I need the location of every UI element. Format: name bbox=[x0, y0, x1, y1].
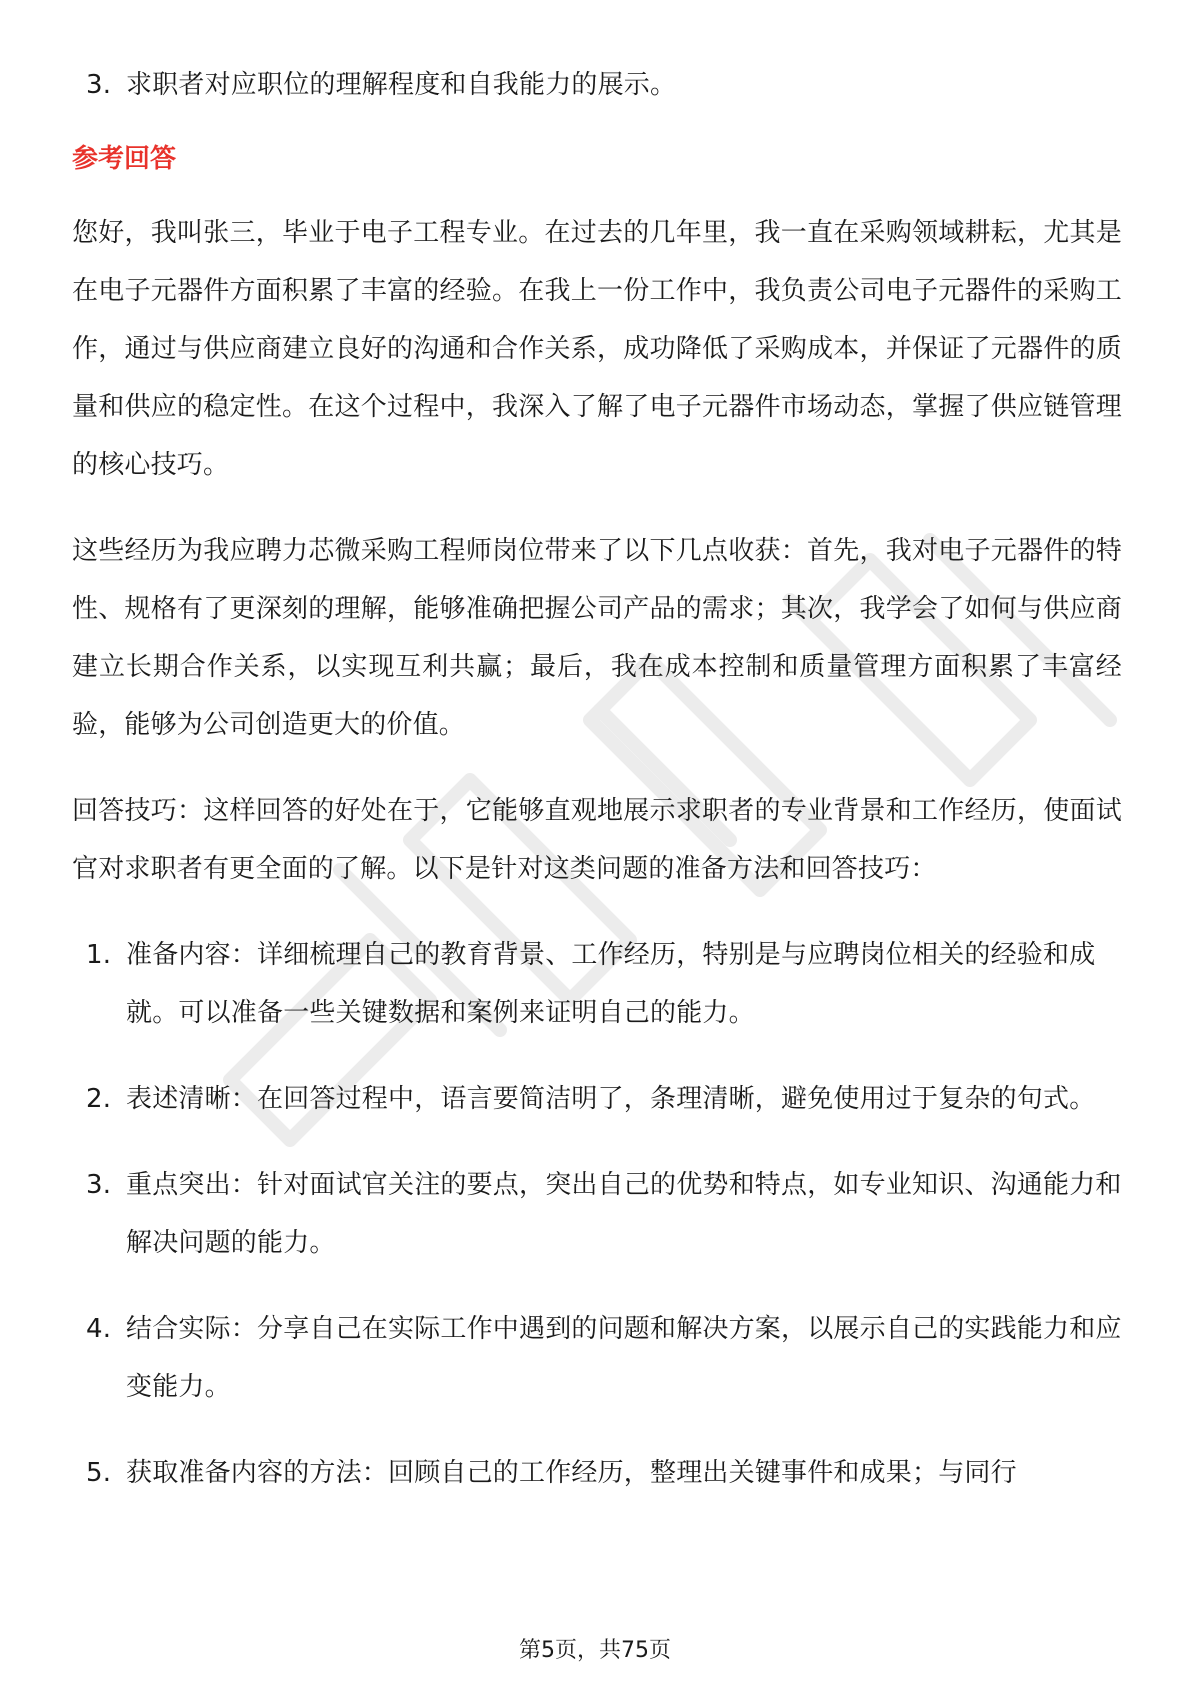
list-item bbox=[72, 1300, 1122, 1416]
list-item bbox=[72, 56, 1122, 114]
page-number-footer: 第5页，共75页 bbox=[519, 1638, 671, 1663]
paragraph: 您好，我叫张三，毕业于电子工程专业。在过去的几年里，我一直在采购领域耕耘，尤其是在电子元器件方面积累了丰富的经验。在我上一份工作中，我负责公司电子元器件的采购工作，通过与供应商建立良好的沟通和合作关系，成功降低了采购成本，并保证了元器件的质量和供应的稳定性。在这个过程中，我深入了解了电子元器件市场动态，掌握了供应链管理的核心技巧。 bbox=[72, 218, 1122, 480]
list-item-text: 准备内容：详细梳理自己的教育背景、工作经历，特别是与应聘岗位相关的经验和成就。可以准备一些关键数据和案例来证明自己的能力。 bbox=[126, 940, 1096, 1028]
list-item bbox=[72, 1070, 1122, 1128]
tips-list bbox=[72, 926, 1122, 1502]
list-item bbox=[72, 1156, 1122, 1272]
list-number: 2. bbox=[86, 1084, 112, 1114]
list-number: 3. bbox=[86, 1170, 112, 1200]
page-content bbox=[72, 56, 1122, 1530]
list-number: 4. bbox=[86, 1314, 112, 1344]
list-item bbox=[72, 926, 1122, 1042]
list-item-text: 获取准备内容的方法：回顾自己的工作经历，整理出关键事件和成果；与同行 bbox=[126, 1458, 1017, 1488]
list-item-text: 表述清晰：在回答过程中，语言要简洁明了，条理清晰，避免使用过于复杂的句式。 bbox=[126, 1084, 1096, 1114]
list-number: 5. bbox=[86, 1458, 112, 1488]
list-number: 1. bbox=[86, 940, 112, 970]
list-item-text: 结合实际：分享自己在实际工作中遇到的问题和解决方案，以展示自己的实践能力和应变能力。 bbox=[126, 1314, 1122, 1402]
paragraph: 回答技巧：这样回答的好处在于，它能够直观地展示求职者的专业背景和工作经历，使面试官对求职者有更全面的了解。以下是针对这类问题的准备方法和回答技巧： bbox=[72, 796, 1122, 884]
list-item-text: 求职者对应职位的理解程度和自我能力的展示。 bbox=[126, 70, 677, 100]
list-number: 3. bbox=[86, 70, 112, 100]
section-heading: 参考回答 bbox=[72, 144, 177, 174]
list-item-text: 重点突出：针对面试官关注的要点，突出自己的优势和特点，如专业知识、沟通能力和解决问题的能力。 bbox=[126, 1170, 1122, 1258]
list-item bbox=[72, 1444, 1122, 1502]
paragraph: 这些经历为我应聘力芯微采购工程师岗位带来了以下几点收获：首先，我对电子元器件的特性、规格有了更深刻的理解，能够准确把握公司产品的需求；其次，我学会了如何与供应商建立长期合作关系，以实现互利共赢；最后，我在成本控制和质量管理方面积累了丰富经验，能够为公司创造更大的价值。 bbox=[72, 536, 1122, 740]
